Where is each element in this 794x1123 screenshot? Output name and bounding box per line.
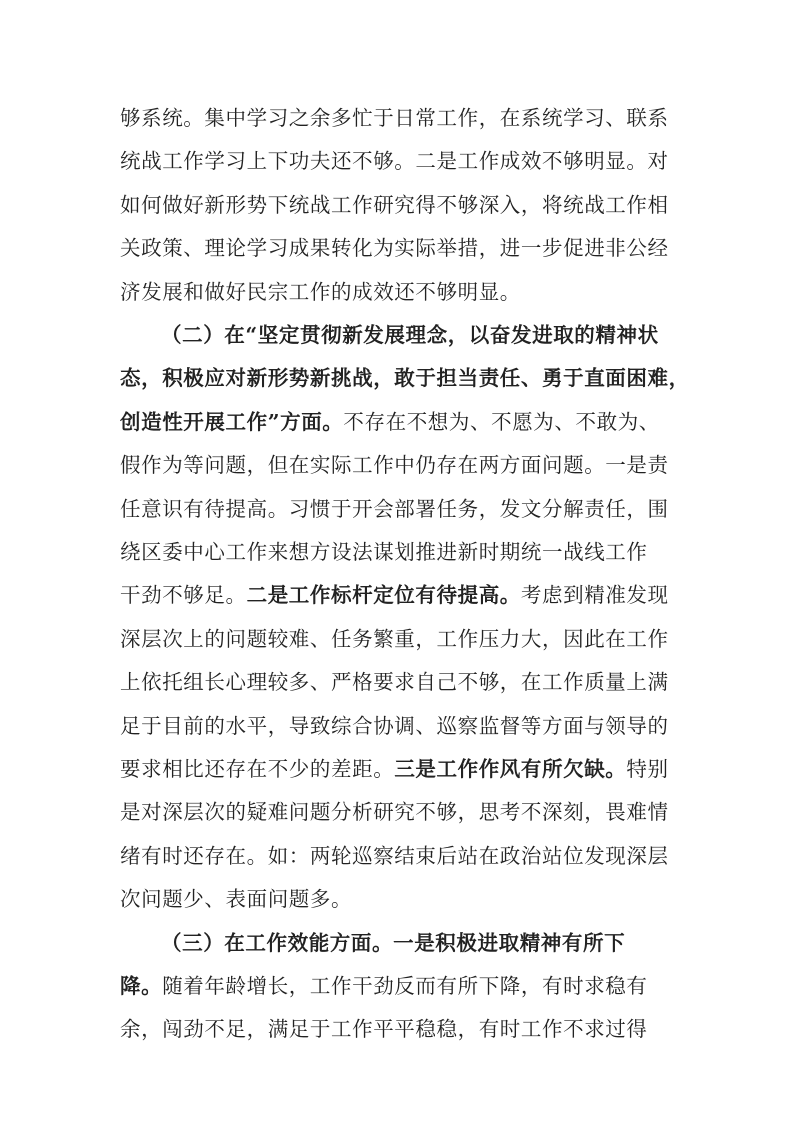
text-line	[120, 974, 648, 998]
text-line	[120, 714, 669, 738]
text-line	[120, 193, 669, 217]
text-line	[120, 1017, 648, 1041]
text-segment: 够系统。集中学习之余多忙于日常工作，在系统学习、联系	[120, 106, 669, 130]
bold-text-segment: 降。	[120, 974, 163, 998]
text-line	[161, 931, 625, 955]
text-segment: 要求相比还存在不少的差距。	[120, 757, 395, 781]
text-segment: 考虑到精准发现	[520, 583, 669, 608]
text-segment: 次问题少、表面问题多。	[120, 887, 353, 912]
text-line	[120, 453, 669, 477]
text-segment: 余，闯劲不足，满足于工作平平稳稳，有时工作不求过得	[120, 1017, 648, 1042]
bold-text-segment: 二是工作标杆定位有待提高。	[246, 583, 521, 608]
text-segment: 不存在不想为、不愿为、不敢为、	[343, 409, 660, 434]
text-segment: 干劲不够足。	[120, 583, 247, 608]
text-line	[120, 236, 669, 260]
text-segment: 上依托组长心理较多、严格要求自己不够，在工作质量上满	[120, 670, 669, 695]
bold-text-segment: 创造性开展工作”方面。	[120, 409, 344, 434]
bold-text-segment: （二）在“坚定贯彻新发展理念，以奋发进取的精神状	[161, 323, 659, 347]
text-segment: 统战工作学习上下功夫还不够。二是工作成效不够明显。对	[120, 149, 669, 174]
text-line	[120, 149, 669, 173]
text-segment: 足于目前的水平，导致综合协调、巡察监督等方面与领导的	[120, 713, 669, 738]
text-line	[120, 670, 669, 694]
text-line	[120, 583, 669, 607]
bold-text-segment: 态，积极应对新形势新挑战，敢于担当责任、勇于直面困难，	[120, 366, 690, 391]
bold-text-segment: 三是工作作风有所欠缺。	[394, 757, 627, 781]
text-segment: 随着年龄增长，工作干劲反而有所下降，有时求稳有	[162, 974, 648, 998]
text-line	[120, 366, 690, 390]
text-segment: 关政策、理论学习成果转化为实际举措，进一步促进非公经	[120, 236, 669, 261]
text-line	[120, 627, 669, 651]
text-segment: 如何做好新形势下统战工作研究得不够深入，将统战工作相	[120, 192, 669, 217]
text-line	[120, 106, 669, 130]
text-segment: 济发展和做好民宗工作的成效还不够明显。	[120, 279, 521, 304]
text-line	[161, 323, 659, 347]
text-segment: 深层次上的问题较难、任务繁重，工作压力大，因此在工作	[120, 626, 669, 651]
text-segment: 是对深层次的疑难问题分析研究不够，思考不深刻，畏难情	[120, 800, 669, 825]
text-segment: 特别	[626, 757, 669, 781]
text-segment: 绪有时还存在。如：两轮巡察结束后站在政治站位发现深层	[120, 843, 669, 868]
text-segment: 假作为等问题，但在实际工作中仍存在两方面问题。一是责	[120, 453, 669, 478]
text-line	[120, 497, 669, 521]
text-line	[120, 887, 352, 911]
bold-text-segment: （三）在工作效能方面。一是积极进取精神有所下	[161, 930, 626, 955]
text-line	[120, 410, 660, 434]
text-segment: 绕区委中心工作来想方设法谋划推进新时期统一战线工作	[120, 540, 648, 564]
text-line	[120, 540, 648, 564]
text-line	[120, 844, 669, 868]
text-line	[120, 757, 669, 781]
text-line	[120, 800, 669, 824]
text-line	[120, 280, 521, 304]
text-segment: 任意识有待提高。习惯于开会部署任务，发文分解责任，围	[120, 496, 669, 521]
